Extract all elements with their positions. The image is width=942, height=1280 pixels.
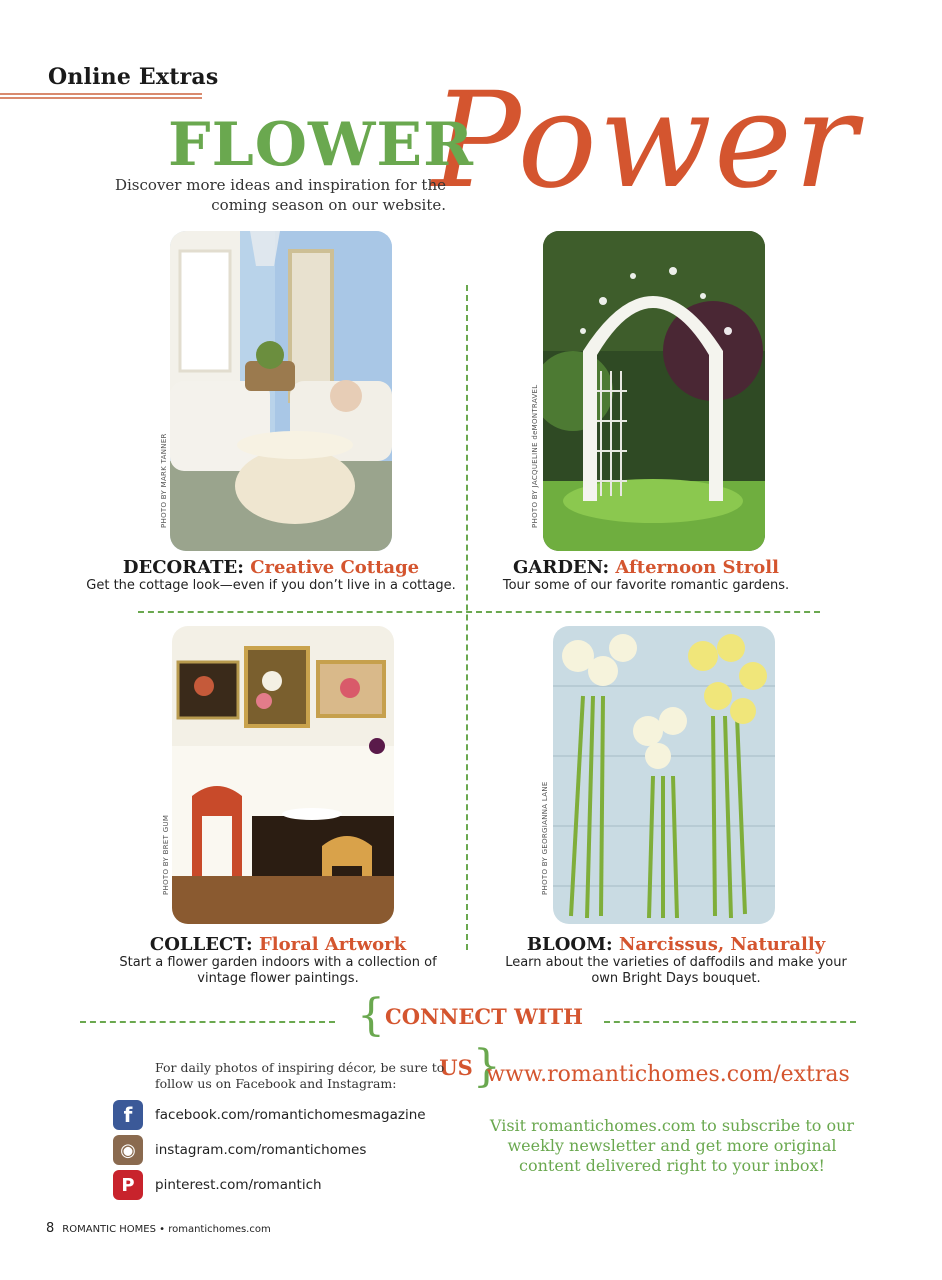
extras-url[interactable]: www.romantichomes.com/extras: [486, 1062, 850, 1087]
instagram-icon: ◉: [113, 1135, 143, 1165]
title-flower: FLOWER: [168, 110, 475, 180]
footer-text: ROMANTIC HOMES • romantichomes.com: [62, 1224, 271, 1235]
cottage-living-room-photo[interactable]: [170, 231, 392, 551]
feature-heading-title[interactable]: Creative Cottage: [250, 557, 420, 578]
feature-heading: [476, 934, 876, 955]
photo-credit: PHOTO BY MARK TANNER: [160, 433, 168, 528]
photo-credit: PHOTO BY JACQUELINE deMONTRAVEL: [531, 384, 539, 528]
feature-heading-title[interactable]: Floral Artwork: [258, 934, 407, 955]
social-intro: For daily photos of inspiring décor, be sure to follow us on Facebook and Instagram:: [155, 1060, 445, 1091]
horizontal-divider: [138, 611, 820, 613]
page-number: 8: [46, 1221, 55, 1236]
feature-heading-label: BLOOM:: [526, 934, 613, 955]
page-footer: [46, 1221, 271, 1236]
pinterest-icon: P: [113, 1170, 143, 1200]
feature-heading-label: GARDEN:: [513, 557, 610, 578]
intro-text: Discover more ideas and inspiration for the coming season on our website.: [114, 176, 446, 214]
photo-credit: PHOTO BY BRET GUM: [162, 814, 170, 895]
connect-divider-left: [80, 1021, 335, 1023]
floral-artwork-dining-photo[interactable]: [172, 626, 394, 924]
title-power: Power: [432, 64, 860, 218]
connect-title-text: CONNECT WITH US: [385, 1004, 583, 1080]
feature-description: Start a flower garden indoors with a collection of vintage flower paintings.: [119, 955, 437, 986]
photo-credit: PHOTO BY GEORGIANNA LANE: [541, 781, 549, 895]
feature-heading: [78, 934, 478, 955]
feature-heading: [466, 557, 826, 578]
label-rule-bottom: [0, 97, 202, 99]
feature-description: Learn about the varieties of daffodils and make your own Bright Days bouquet.: [505, 955, 847, 986]
social-link-instagram[interactable]: [113, 1135, 366, 1165]
vertical-divider: [466, 285, 468, 950]
garden-arbor-photo[interactable]: [543, 231, 765, 551]
section-label: Online Extras: [48, 64, 219, 90]
feature-heading-title[interactable]: Narcissus, Naturally: [618, 934, 826, 955]
social-link-pinterest[interactable]: [113, 1170, 322, 1200]
connect-divider-right: [604, 1021, 856, 1023]
feature-heading-label: DECORATE:: [122, 557, 244, 578]
newsletter-promo: Visit romantichomes.com to subscribe to our weekly newsletter and get more original content delivered right to your inbox!: [489, 1116, 855, 1175]
feature-heading: [70, 557, 472, 578]
social-link-facebook[interactable]: [113, 1100, 426, 1130]
brace-close: }: [472, 1041, 501, 1092]
feature-heading-title[interactable]: Afternoon Stroll: [615, 557, 779, 578]
social-link-text[interactable]: facebook.com/romantichomesmagazine: [155, 1107, 426, 1123]
social-link-text[interactable]: instagram.com/romantichomes: [155, 1142, 367, 1158]
feature-description: Tour some of our favorite romantic gardens.: [502, 578, 790, 593]
daffodil-bouquet-photo[interactable]: [553, 626, 775, 924]
brace-open: {: [357, 990, 386, 1041]
feature-description: Get the cottage look—even if you don’t live in a cottage.: [86, 578, 456, 593]
facebook-icon: f: [113, 1100, 143, 1130]
label-rule-top: [0, 93, 202, 95]
feature-heading-label: COLLECT:: [149, 934, 253, 955]
social-link-text[interactable]: pinterest.com/romantich: [155, 1177, 322, 1193]
